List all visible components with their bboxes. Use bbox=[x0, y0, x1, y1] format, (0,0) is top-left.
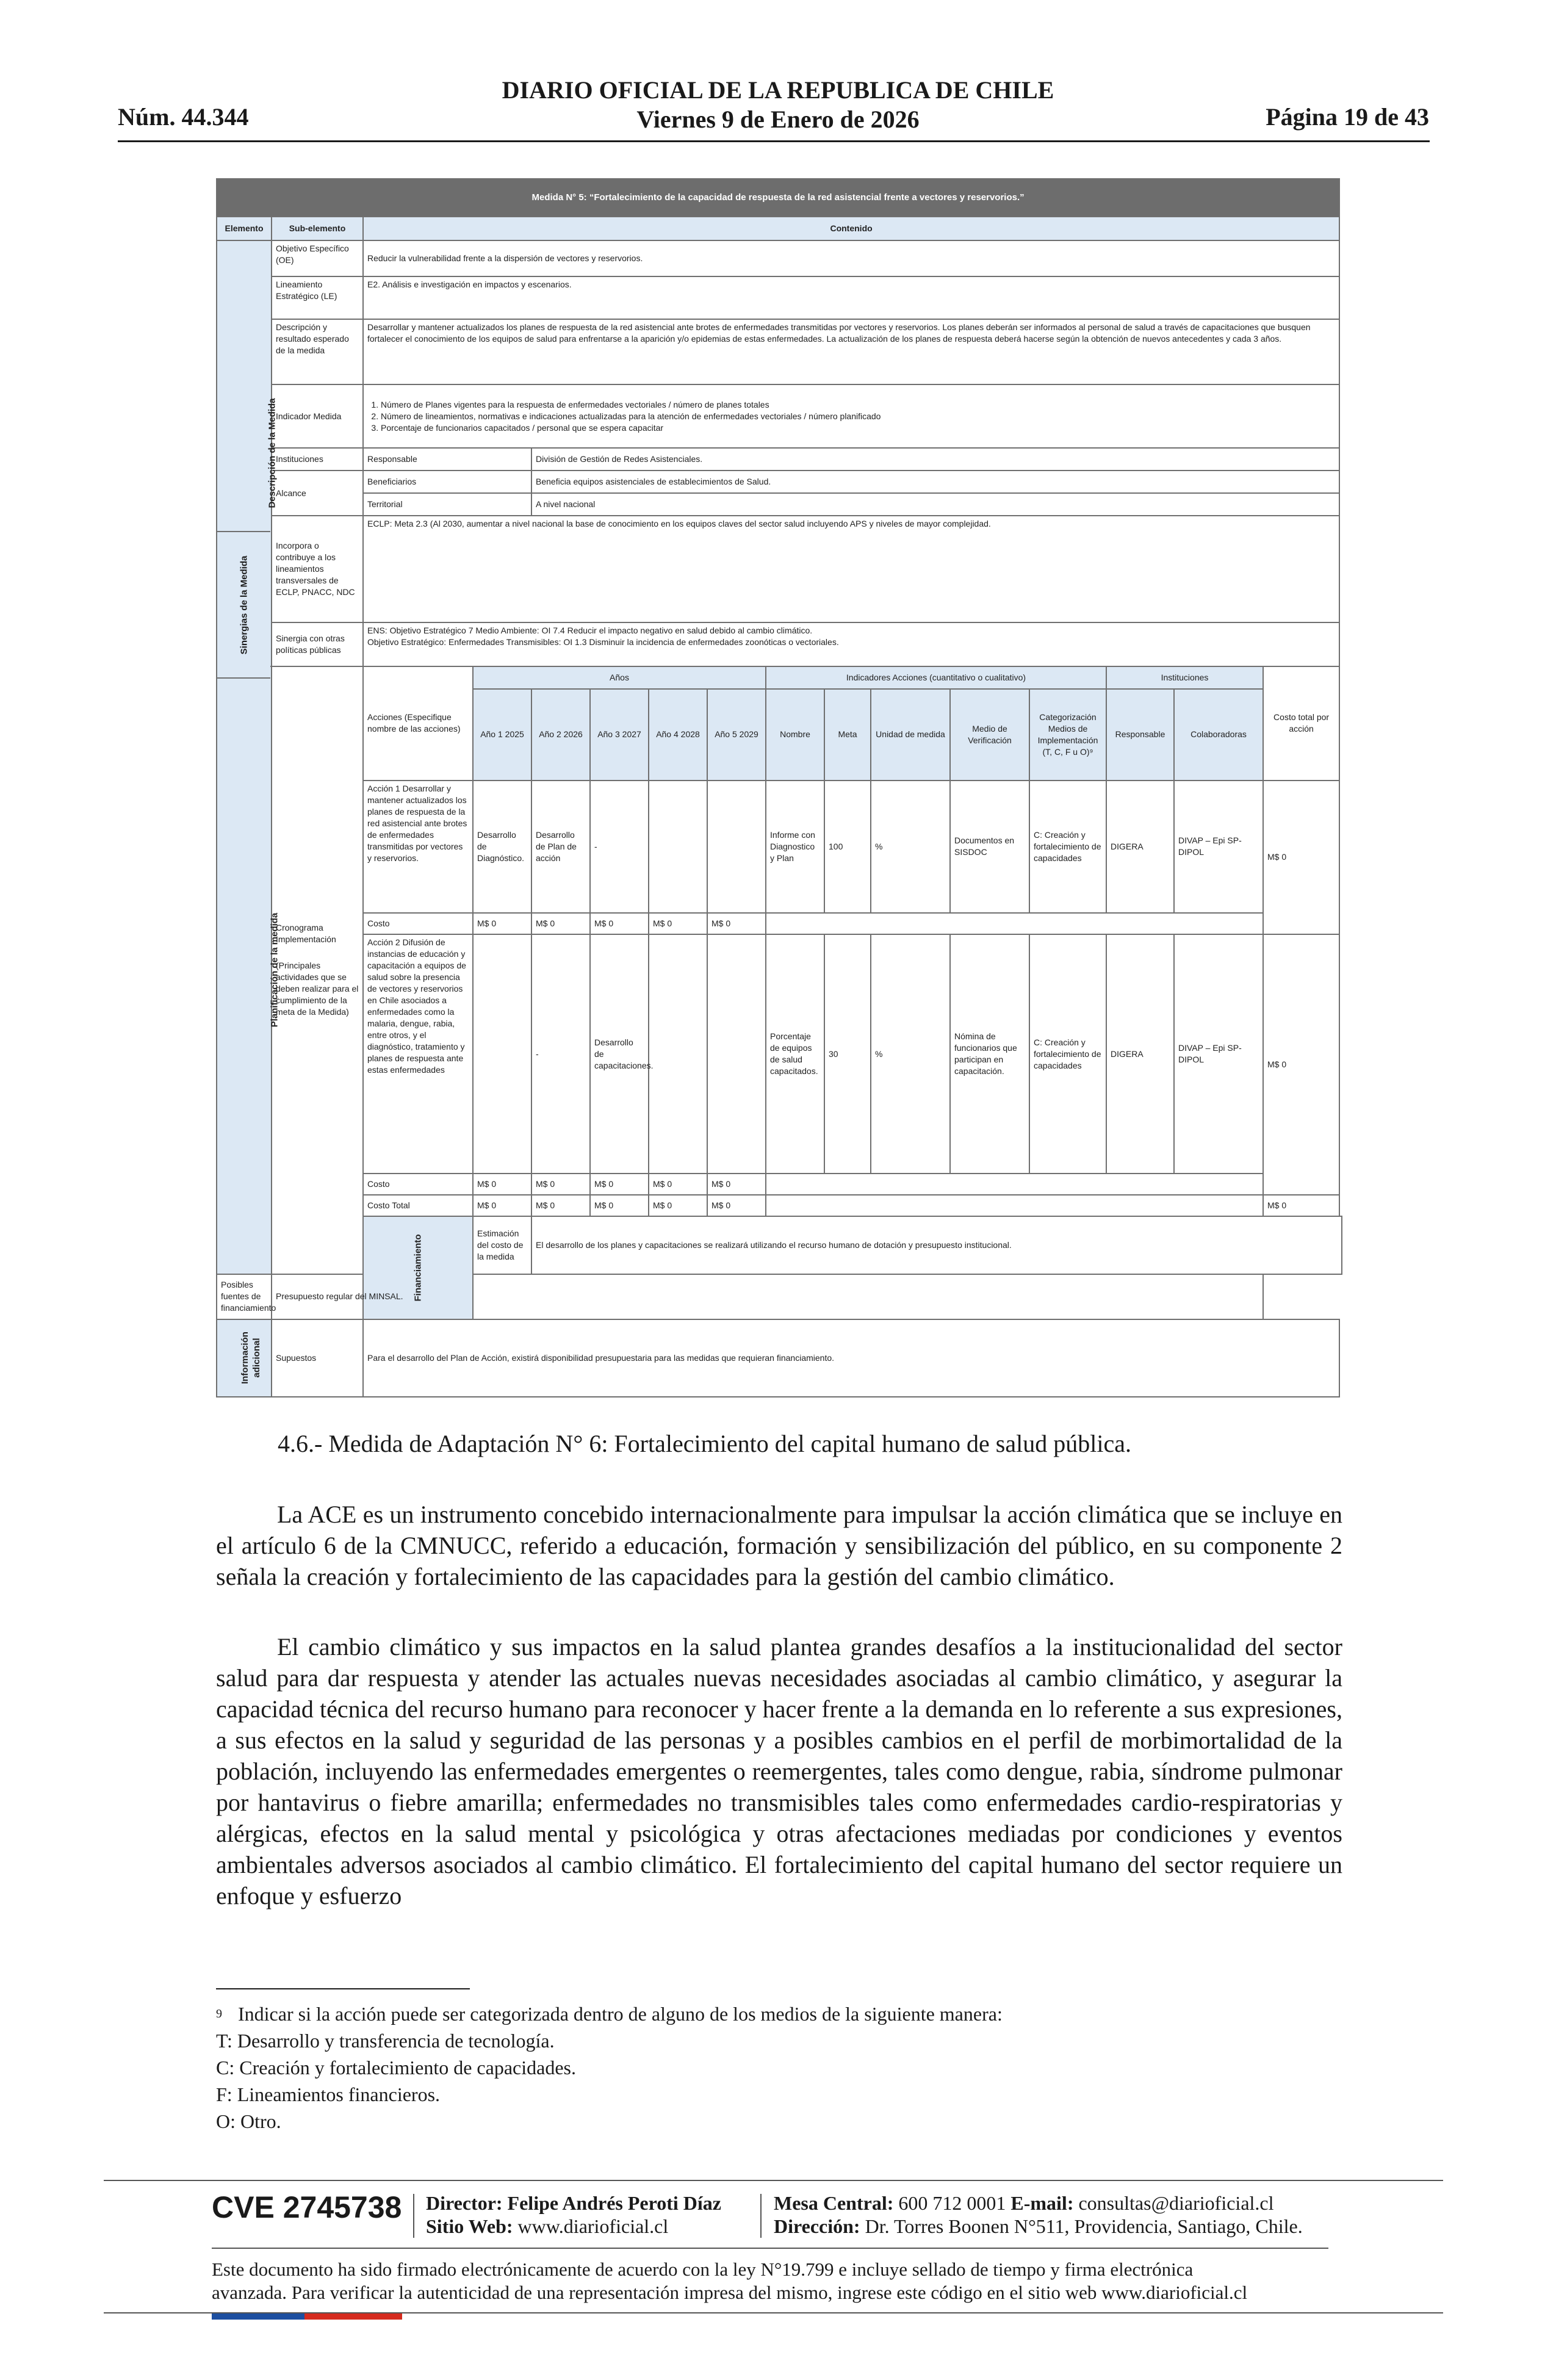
accion-2-costo: M$ 0 bbox=[707, 1174, 766, 1195]
costo-total-label: Costo Total bbox=[363, 1195, 473, 1216]
cve-code: CVE 2745738 bbox=[212, 2190, 402, 2224]
web-label: Sitio Web: bbox=[426, 2215, 513, 2237]
indicator-item: 1. Número de Planes vigentes para la respuesta de enfermedades vectoriales / número de planes totales bbox=[381, 399, 1335, 411]
accion-1-costo: M$ 0 bbox=[531, 913, 590, 934]
page-number: Página 19 de 43 bbox=[1266, 103, 1429, 131]
costo-total-year: M$ 0 bbox=[649, 1195, 707, 1216]
accion-2-colaboradoras: DIVAP – Epi SP- DIPOL bbox=[1174, 934, 1263, 1174]
element-sinergias: Sinergias de la Medida bbox=[217, 531, 270, 679]
accion-2-name: Acción 2 Difusión de instancias de educación y capacitación a equipos de salud sobre la presencia de vectores y reservorios en Chile asociados a enfermedades como la malaria, dengue, rabia, entre otros, y el diagnóstico, tratamiento y planes de respuesta ante estas enfermedades bbox=[363, 934, 473, 1174]
accion-2-costo-total: M$ 0 bbox=[1263, 934, 1339, 1195]
responsable-value: División de Gestión de Redes Asistenciales. bbox=[531, 448, 1339, 471]
address-label: Dirección: bbox=[774, 2215, 860, 2237]
accion-2-costo: M$ 0 bbox=[531, 1174, 590, 1195]
web-link[interactable]: www.diarioficial.cl bbox=[517, 2215, 669, 2237]
footer-contact-block bbox=[774, 2191, 1303, 2238]
costo-total-year: M$ 0 bbox=[473, 1195, 531, 1216]
acciones-header: Acciones (Especifique nombre de las acciones) bbox=[363, 666, 473, 781]
cronograma-note: (Principales actividades que se deben realizar para el cumplimiento de la meta de la Medida) bbox=[276, 961, 359, 1017]
costo-total-sum: M$ 0 bbox=[1263, 1195, 1339, 1216]
mesa-label: Mesa Central: bbox=[774, 2192, 894, 2214]
sub-instituciones: Instituciones bbox=[272, 448, 363, 471]
accion-1-nombre: Informe con Diagnostico y Plan bbox=[766, 781, 824, 914]
director-label: Director: bbox=[426, 2192, 503, 2214]
accion-1-name: Acción 1 Desarrollar y mantener actualizados los planes de respuesta de la red asistencial ante brotes de enfermedades transmitidas por vectores y reservorios. bbox=[363, 781, 473, 914]
accion-2-categoria: C: Creación y fortalecimiento de capacidades bbox=[1029, 934, 1106, 1174]
legal-line: avanzada. Para verificar la autenticidad de una representación impresa del mismo, ingrese este código en el sitio web www.diarioficial.cl bbox=[212, 2282, 1248, 2303]
indicator-item: 2. Número de lineamientos, normativas e indicaciones actualizadas para la atención de enfermedades vectoriales / número planificado bbox=[381, 411, 1335, 422]
sub-incorpora: Incorpora o contribuye a los lineamientos transversales de ECLP, PNACC, NDC bbox=[272, 516, 363, 622]
footer-divider bbox=[413, 2194, 414, 2238]
accion-1-colaboradoras: DIVAP – Epi SP- DIPOL bbox=[1174, 781, 1263, 914]
inst-col-colaboradoras: Colaboradoras bbox=[1174, 689, 1263, 781]
instituciones-header: Instituciones bbox=[1106, 666, 1263, 689]
accion-1-responsable: DIGERA bbox=[1106, 781, 1174, 914]
beneficiarios-value: Beneficia equipos asistenciales de establecimientos de Salud. bbox=[531, 471, 1339, 493]
territorial-label: Territorial bbox=[363, 493, 531, 516]
descripcion-value: Desarrollar y mantener actualizados los planes de respuesta de la red asistencial ante brotes de enfermedades transmitidas por vectores y reservorios. Los planes deberán ser informados al personal de salud a través de capacitaciones que busquen fortalecer el conocimiento de los equipos de salud para enfrentarse a la aparición y/o epidemias de estas enfermedades. La actualización de los planes de respuesta deberá hacerse según la obtención de nuevos antecedentes y cada 3 años. bbox=[363, 319, 1339, 384]
estimacion-value: El desarrollo de los planes y capacitaciones se realizará utilizando el recurso humano de dotación y presupuesto institucional. bbox=[531, 1216, 1342, 1274]
ind-col-nombre: Nombre bbox=[766, 689, 824, 781]
cronograma-label: Cronograma Implementación bbox=[276, 923, 336, 945]
accion-1-costo: M$ 0 bbox=[590, 913, 649, 934]
footnote-line: O: Otro. bbox=[216, 2110, 281, 2132]
oe-value: Reducir la vulnerabilidad frente a la dispersión de vectores y reservorios. bbox=[363, 240, 1339, 277]
ind-col-unidad: Unidad de medida bbox=[871, 689, 950, 781]
flag-stripe-blue bbox=[212, 2313, 304, 2320]
indicator-item: 3. Porcentaje de funcionarios capacitados / personal que se espera capacitar bbox=[381, 422, 1335, 434]
legal-notice bbox=[212, 2258, 1344, 2304]
sinergia-line: ENS: Objetivo Estratégico 7 Medio Ambiente: OI 7.4 Reducir el impacto negativo en salud debido al cambio climático. bbox=[367, 625, 813, 635]
accion-2-year: - bbox=[531, 934, 590, 1174]
footnote-line: Indicar si la acción puede ser categorizada dentro de alguno de los medios de la siguiente manera: bbox=[238, 2003, 1003, 2025]
footer-rule bbox=[104, 2180, 1443, 2181]
element-informacion: Información adicional bbox=[217, 1319, 272, 1397]
header-rule bbox=[118, 140, 1430, 142]
element-planificacion: Planificación de la medida bbox=[217, 666, 272, 1274]
anios-header: Años bbox=[473, 666, 766, 689]
paragraph-text: El cambio climático y sus impactos en la salud plantea grandes desafíos a la institucionalidad del sector salud para dar respuesta y atender las actuales nuevas necesidades asociadas al cambio climático, y asegurar la capacidad técnica del recurso humano para reconocer y hacer frente a la demanda en lo referente a sus expresiones, a sus efectos en la salud y seguridad de las personas y a posibles cambios en el perfil de morbimortalidad de la población, incluyendo las enfermedades emergentes o reemergentes, tales como dengue, rabia, síndrome pulmonar por hantavirus o fiebre amarilla; enfermedades no transmisibles tales como enfermedades cardio-respiratorias y alérgicas, efectos en la salud mental y psicológica y otras afectaciones mediadas por condiciones y eventos ambientales adversos asociados al cambio climático. El fortalecimiento del capital humano del sector requiere un enfoque y esfuerzo bbox=[216, 1633, 1342, 1909]
fuentes-value: Presupuesto regular del MINSAL. bbox=[272, 1274, 1263, 1319]
sub-sinergia: Sinergia con otras políticas públicas bbox=[272, 622, 363, 666]
accion-2-meta: 30 bbox=[824, 934, 871, 1174]
sinergia-line: Objetivo Estratégico: Enfermedades Transmisibles: OI 1.3 Disminuir la incidencia de enfermedades zoonóticas o vectoriales. bbox=[367, 636, 839, 647]
paragraph bbox=[216, 1631, 1342, 1911]
footnote-rule bbox=[216, 1988, 470, 1989]
sub-alcance: Alcance bbox=[272, 471, 363, 516]
accion-1-year: - bbox=[590, 781, 649, 914]
issue-number: Núm. 44.344 bbox=[118, 103, 249, 131]
accion-1-meta: 100 bbox=[824, 781, 871, 914]
section-title: 4.6.- Medida de Adaptación N° 6: Fortalecimiento del capital humano de salud pública. bbox=[278, 1430, 1131, 1457]
accion-2-unidad: % bbox=[871, 934, 950, 1174]
accion-2-year bbox=[473, 934, 531, 1174]
footnote-line: T: Desarrollo y transferencia de tecnología. bbox=[216, 2030, 555, 2052]
accion-1-year: Desarrollo de Plan de acción bbox=[531, 781, 590, 914]
accion-2-costo: M$ 0 bbox=[649, 1174, 707, 1195]
sub-cronograma bbox=[272, 666, 363, 1274]
year-header: Año 2 2026 bbox=[531, 689, 590, 781]
newspaper-title: DIARIO OFICIAL DE LA REPUBLICA DE CHILE bbox=[502, 76, 1054, 104]
year-header: Año 1 2025 bbox=[473, 689, 531, 781]
director-name: Felipe Andrés Peroti Díaz bbox=[507, 2192, 721, 2214]
footnote-line: C: Creación y fortalecimiento de capacidades. bbox=[216, 2057, 576, 2079]
accion-2-nombre: Porcentaje de equipos de salud capacitados. bbox=[766, 934, 824, 1174]
costo-total-header: Costo total por acción bbox=[1263, 666, 1339, 781]
inst-col-responsable: Responsable bbox=[1106, 689, 1174, 781]
year-header: Año 4 2028 bbox=[649, 689, 707, 781]
footer-director-block bbox=[426, 2191, 721, 2238]
supuestos-value: Para el desarrollo del Plan de Acción, existirá disponibilidad presupuestaria para las medidas que requieran financiamiento. bbox=[363, 1319, 1339, 1397]
costo-total-year: M$ 0 bbox=[707, 1195, 766, 1216]
accion-1-year bbox=[707, 781, 766, 914]
territorial-value: A nivel nacional bbox=[531, 493, 1339, 516]
le-value: E2. Análisis e investigación en impactos y escenarios. bbox=[363, 276, 1339, 319]
responsable-label: Responsable bbox=[363, 448, 531, 471]
accion-2-medio: Nómina de funcionarios que participan en capacitación. bbox=[950, 934, 1029, 1174]
accion-1-categoria: C: Creación y fortalecimiento de capacidades bbox=[1029, 781, 1106, 914]
element-financiamiento: Financiamiento bbox=[363, 1216, 473, 1319]
element-descripcion: Descripción de la Medida bbox=[217, 240, 272, 666]
accion-1-costo-label: Costo bbox=[363, 913, 473, 934]
ind-col-medio: Medio de Verificación bbox=[950, 689, 1029, 781]
email-link[interactable]: consultas@diarioficial.cl bbox=[1078, 2192, 1274, 2214]
accion-2-year: Desarrollo de capacitaciones. bbox=[590, 934, 649, 1174]
costo-total-year: M$ 0 bbox=[590, 1195, 649, 1216]
accion-2-year bbox=[707, 934, 766, 1174]
accion-1-costo: M$ 0 bbox=[473, 913, 531, 934]
accion-2-costo: M$ 0 bbox=[590, 1174, 649, 1195]
accion-1-medio: Documentos en SISDOC bbox=[950, 781, 1029, 914]
flag-stripe-red bbox=[304, 2313, 402, 2320]
email-label: E-mail: bbox=[1010, 2192, 1074, 2214]
indicadores-header: Indicadores Acciones (cuantitativo o cualitativo) bbox=[766, 666, 1106, 689]
accion-1-year: Desarrollo de Diagnóstico. bbox=[473, 781, 531, 914]
paragraph-text: La ACE es un instrumento concebido internacionalmente para impulsar la acción climática que se incluye en el artículo 6 de la CMNUCC, referido a educación, formación y sensibilización del público, en su componente 2 señala la creación y fortalecimiento de las capacidades para la gestión del cambio climático. bbox=[216, 1501, 1342, 1590]
sub-supuestos: Supuestos bbox=[272, 1319, 363, 1397]
year-header: Año 3 2027 bbox=[590, 689, 649, 781]
paragraph bbox=[216, 1499, 1342, 1592]
accion-1-unidad: % bbox=[871, 781, 950, 914]
sub-fuentes: Posibles fuentes de financiamiento bbox=[217, 1274, 272, 1319]
sub-le: Lineamiento Estratégico (LE) bbox=[272, 276, 363, 319]
footnote-line: F: Lineamientos financieros. bbox=[216, 2083, 441, 2105]
col-contenido: Contenido bbox=[363, 217, 1339, 240]
accion-1-costo-total: M$ 0 bbox=[1263, 781, 1339, 935]
ind-col-meta: Meta bbox=[824, 689, 871, 781]
issue-date: Viernes 9 de Enero de 2026 bbox=[636, 106, 920, 133]
sub-estimacion: Estimación del costo de la medida bbox=[473, 1216, 531, 1274]
sub-indicador: Indicador Medida bbox=[272, 384, 363, 449]
accion-2-costo-label: Costo bbox=[363, 1174, 473, 1195]
measure-table bbox=[216, 178, 1342, 1397]
beneficiarios-label: Beneficiarios bbox=[363, 471, 531, 493]
accion-2-responsable: DIGERA bbox=[1106, 934, 1174, 1174]
accion-1-year bbox=[649, 781, 707, 914]
accion-2-costo: M$ 0 bbox=[473, 1174, 531, 1195]
mesa-phone: 600 712 0001 bbox=[898, 2192, 1006, 2214]
indicator-list bbox=[363, 384, 1339, 449]
footnote bbox=[216, 2000, 1342, 2135]
sub-descripcion: Descripción y resultado esperado de la medida bbox=[272, 319, 363, 384]
accion-1-costo: M$ 0 bbox=[707, 913, 766, 934]
incorpora-value: ECLP: Meta 2.3 (Al 2030, aumentar a nivel nacional la base de conocimiento en los equipos claves del sector salud incluyendo APS y niveles de mayor complejidad. bbox=[363, 516, 1339, 622]
legal-line: Este documento ha sido firmado electrónicamente de acuerdo con la ley N°19.799 e incluye sellado de tiempo y firma electrónica bbox=[212, 2259, 1194, 2280]
accion-2-year bbox=[649, 934, 707, 1174]
footer-rule bbox=[212, 2248, 1328, 2249]
sinergia-value bbox=[363, 622, 1339, 666]
col-subelemento: Sub-elemento bbox=[272, 217, 363, 240]
costo-total-year: M$ 0 bbox=[531, 1195, 590, 1216]
table-title: Medida N° 5: “Fortalecimiento de la capacidad de respuesta de la red asistencial frente a vectores y reservorios.” bbox=[217, 179, 1339, 217]
col-elemento: Elemento bbox=[217, 217, 272, 240]
footnote-number: 9 bbox=[216, 2007, 222, 2021]
ind-col-categoria: Categorización Medios de Implementación (T, C, F u O)⁹ bbox=[1029, 689, 1106, 781]
accion-1-costo: M$ 0 bbox=[649, 913, 707, 934]
footer-divider bbox=[760, 2194, 762, 2238]
sub-oe: Objetivo Específico (OE) bbox=[272, 240, 363, 277]
address-value: Dr. Torres Boonen N°511, Providencia, Santiago, Chile. bbox=[865, 2215, 1303, 2237]
year-header: Año 5 2029 bbox=[707, 689, 766, 781]
